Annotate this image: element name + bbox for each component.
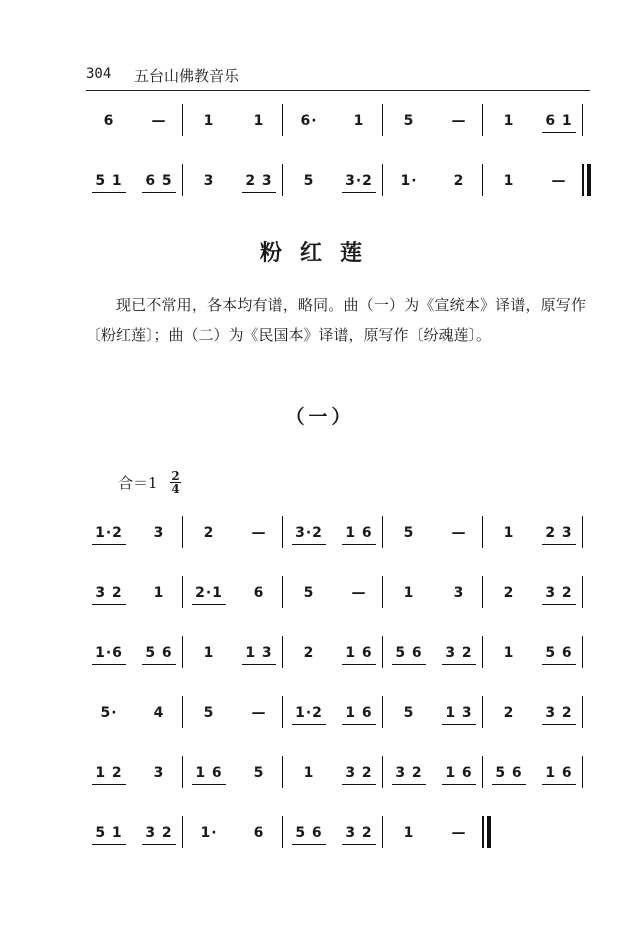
note: 2 xyxy=(303,645,315,661)
note: 5 xyxy=(403,705,415,721)
note: 5 xyxy=(403,113,415,129)
meter-numerator: 2 xyxy=(171,469,180,483)
barline xyxy=(282,516,283,548)
book-title: 五台山佛教音乐 xyxy=(134,67,240,85)
note: 1 xyxy=(203,113,215,129)
note: 1 xyxy=(203,645,215,661)
barline xyxy=(182,756,183,788)
barline xyxy=(182,816,183,848)
note: 3 2 xyxy=(342,822,376,845)
barline xyxy=(382,516,383,548)
note: — xyxy=(451,825,467,841)
page-number: 304 xyxy=(86,66,112,82)
meter-denominator: 4 xyxy=(171,482,180,496)
note: — xyxy=(551,173,567,189)
note: 3 2 xyxy=(542,702,576,725)
main-line-5 xyxy=(86,822,586,852)
barline xyxy=(582,576,583,608)
barline xyxy=(482,636,483,668)
note: 5 1 xyxy=(92,822,126,845)
top-line-1 xyxy=(86,170,586,200)
note: 2 xyxy=(503,705,515,721)
barline xyxy=(182,696,183,728)
note: 1 xyxy=(153,585,165,601)
barline xyxy=(582,636,583,668)
note: 1 3 xyxy=(442,702,476,725)
note: — xyxy=(151,113,167,129)
note: 1 xyxy=(353,113,365,129)
barline xyxy=(382,164,383,196)
barline xyxy=(482,164,483,196)
barline xyxy=(382,576,383,608)
note: 2 xyxy=(203,525,215,541)
barline xyxy=(182,576,183,608)
note: 2·1 xyxy=(192,582,226,605)
page-header xyxy=(86,64,590,91)
note: 3 2 xyxy=(392,762,426,785)
note: 1 3 xyxy=(242,642,276,665)
note: 6 xyxy=(253,585,265,601)
barline xyxy=(382,696,383,728)
key-label: 合＝1 xyxy=(118,474,158,492)
barline xyxy=(482,104,483,136)
note: 1 6 xyxy=(342,522,376,545)
note: 1·2 xyxy=(92,522,126,545)
barline xyxy=(382,636,383,668)
note: 1 xyxy=(303,765,315,781)
barline xyxy=(482,756,483,788)
note: 5 6 xyxy=(142,642,176,665)
note: 5 xyxy=(403,525,415,541)
note: — xyxy=(451,113,467,129)
note: 3 xyxy=(153,765,165,781)
note: 2 3 xyxy=(242,170,276,193)
note: 6 xyxy=(253,825,265,841)
barline xyxy=(482,576,483,608)
note: 6 1 xyxy=(542,110,576,133)
note: 1 xyxy=(253,113,265,129)
note: 3 2 xyxy=(92,582,126,605)
note: 3 xyxy=(453,585,465,601)
note: 3 xyxy=(153,525,165,541)
final-barline xyxy=(482,816,484,848)
note: 2 xyxy=(453,173,465,189)
note: 6 5 xyxy=(142,170,176,193)
barline xyxy=(482,516,483,548)
barline xyxy=(582,756,583,788)
note: 1 2 xyxy=(92,762,126,785)
main-line-2 xyxy=(86,642,586,672)
intro-text: 现已不常用，各本均有谱，略同。曲（一）为《宣统本》译谱，原写作〔粉红莲〕；曲（二）为《民国本》译谱，原写作〔纷魂莲〕。 xyxy=(86,296,586,344)
barline xyxy=(182,636,183,668)
barline xyxy=(282,104,283,136)
note: 2 xyxy=(503,585,515,601)
note: 1· xyxy=(200,825,218,841)
main-line-1 xyxy=(86,582,586,612)
barline xyxy=(282,576,283,608)
barline xyxy=(282,816,283,848)
note: 1· xyxy=(400,173,418,189)
main-line-0 xyxy=(86,522,586,552)
note: 5 xyxy=(303,173,315,189)
barline xyxy=(382,756,383,788)
barline xyxy=(382,816,383,848)
note: 6 xyxy=(103,113,115,129)
final-barline xyxy=(582,164,584,196)
note: 1 6 xyxy=(442,762,476,785)
note: — xyxy=(251,525,267,541)
note: — xyxy=(351,585,367,601)
barline xyxy=(182,164,183,196)
barline xyxy=(582,516,583,548)
main-line-4 xyxy=(86,762,586,792)
note: 5 6 xyxy=(292,822,326,845)
note: 1 xyxy=(503,645,515,661)
barline xyxy=(282,756,283,788)
piece-subtitle: （一） xyxy=(285,406,355,428)
note: 1 6 xyxy=(192,762,226,785)
note: 6· xyxy=(300,113,318,129)
barline xyxy=(582,104,583,136)
barline xyxy=(282,696,283,728)
main-line-3 xyxy=(86,702,586,732)
note: 5 6 xyxy=(392,642,426,665)
note: 5· xyxy=(100,705,118,721)
note: 5 6 xyxy=(492,762,526,785)
note: 5 xyxy=(203,705,215,721)
barline xyxy=(282,164,283,196)
barline xyxy=(382,104,383,136)
barline xyxy=(182,104,183,136)
note: 3·2 xyxy=(292,522,326,545)
note: 5 6 xyxy=(542,642,576,665)
note: 1 xyxy=(403,825,415,841)
note: 3·2 xyxy=(342,170,376,193)
note: 1 xyxy=(503,525,515,541)
barline xyxy=(582,696,583,728)
note: 1 6 xyxy=(342,702,376,725)
barline xyxy=(282,636,283,668)
note: 2 3 xyxy=(542,522,576,545)
note: 1 xyxy=(503,113,515,129)
note: 3 2 xyxy=(542,582,576,605)
note: — xyxy=(251,705,267,721)
key-signature xyxy=(118,470,181,495)
note: 1 6 xyxy=(542,762,576,785)
note: 3 xyxy=(203,173,215,189)
section-title: 粉红莲 xyxy=(259,240,380,266)
barline xyxy=(182,516,183,548)
note: 3 2 xyxy=(342,762,376,785)
note: 1 xyxy=(503,173,515,189)
barline xyxy=(482,696,483,728)
note: 3 2 xyxy=(442,642,476,665)
time-signature xyxy=(170,470,180,495)
note: 5 1 xyxy=(92,170,126,193)
note: 4 xyxy=(153,705,165,721)
top-line-0 xyxy=(86,110,586,140)
note: 1 6 xyxy=(342,642,376,665)
note: 3 2 xyxy=(142,822,176,845)
note: — xyxy=(451,525,467,541)
note: 1·2 xyxy=(292,702,326,725)
note: 5 xyxy=(303,585,315,601)
note: 1 xyxy=(403,585,415,601)
note: 1·6 xyxy=(92,642,126,665)
note: 5 xyxy=(253,765,265,781)
intro-paragraph xyxy=(86,290,586,350)
